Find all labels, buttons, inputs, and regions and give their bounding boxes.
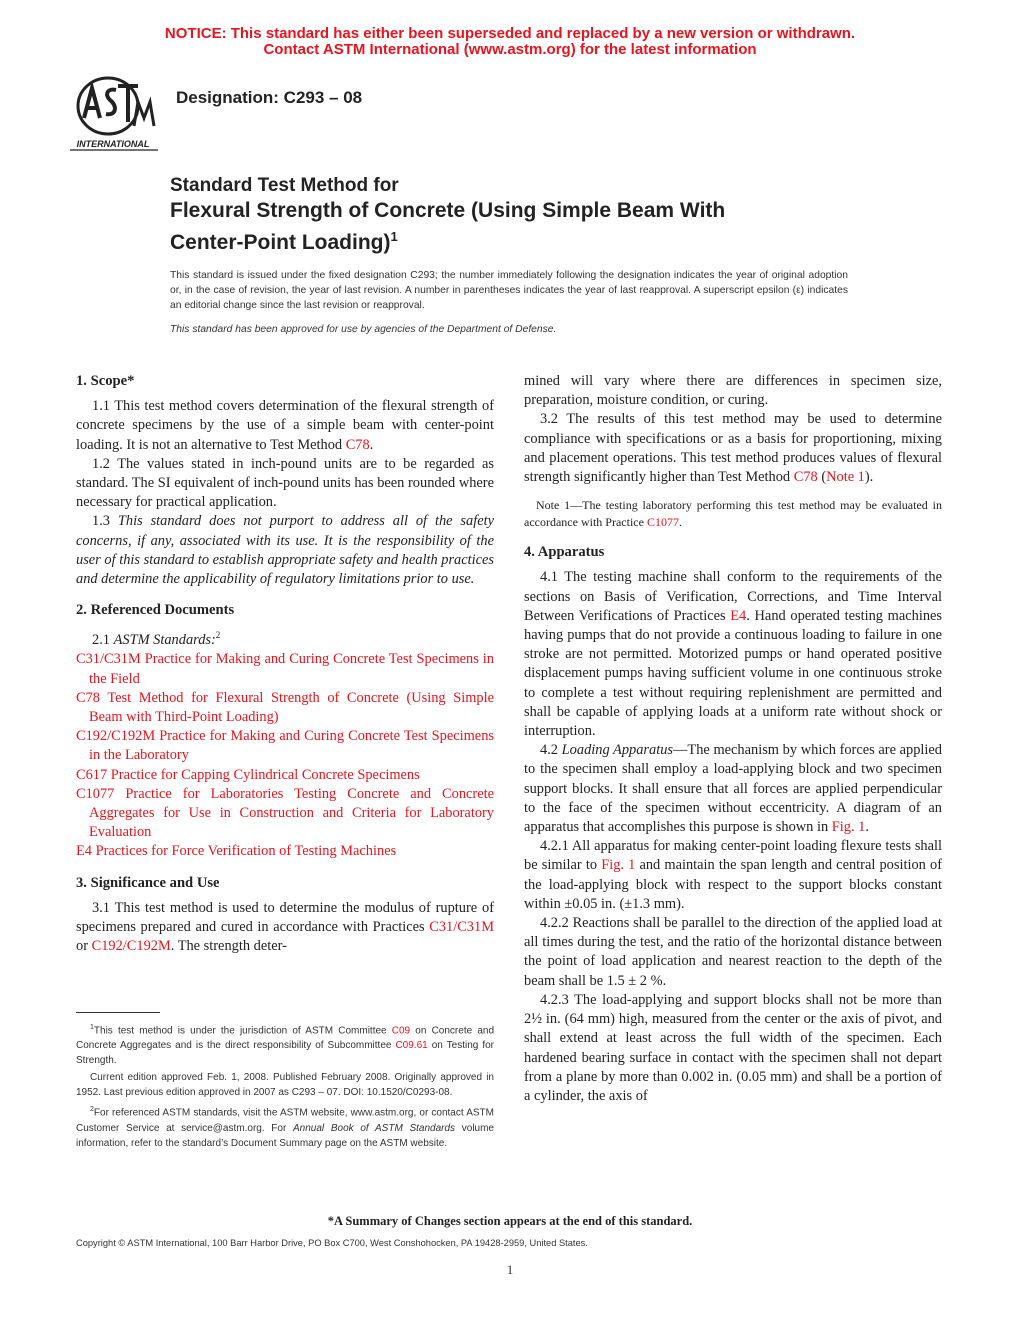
ref-item[interactable]: E4 Practices for Force Verification of Testing Machines [76,843,397,860]
title-line-3: Center-Point Loading) [170,231,391,254]
page-number: 1 [506,1262,514,1277]
section-4-heading: 4. Apparatus [524,544,605,561]
notice-line-1: NOTICE: This standard has either been superseded and replaced by a new version or withdrawn. [164,25,856,42]
footnote-2: $^2$For referenced ASTM standards, visit the ASTM website, www.astm.org, or contact ASTM Customer Service at service@astm.org. For Annual Book of ASTM Standards volume information, refer to the standard’s Document Summary page on the ASTM website. [76,1106,494,1149]
footnote-edition: Current edition approved Feb. 1, 2008. Published February 2008. Originally approved in 1952. Last previous edition approved in 2007 as C293 – 07. DOI: 10.1520/C0293-08. [76,1072,494,1099]
title-footnote-marker: 1 [390,229,398,244]
preamble-text: This standard is issued under the fixed designation C293; the number immediately following the designation indicates the year of original adoption or, in the case of revision, the year of last revision. A number in parentheses indicates the year of last reapproval. A superscript epsilon (ε) indicates an editorial change since the last revision or reapproval. [170,270,848,311]
para-1-1: 1.1 This test method covers determination of the flexural strength of concrete specimens by the use of a simple beam with center-point loading. It is not an alternative to Test Method C78. [76,398,494,453]
para-2-1: 2.1 ASTM Standards:$^2$ [92,630,221,649]
document-title [170,174,725,256]
ref-link-c09[interactable]: C09 [391,1025,411,1037]
right-column [524,372,942,1106]
para-3-1-continued: mined will vary where there are differences in specimen size, preparation, moisture condition, or curing. [524,373,942,409]
para-3-2: 3.2 The results of this test method may be used to determine compliance with specifications or as a basis for proportioning, mixing and placement operations. This test method produces values of flexural strength significantly higher than Test Method C78 (Note 1). [524,411,942,486]
footnote-divider [76,1012,160,1013]
para-4-2-1: 4.2.1 All apparatus for making center-point loading flexure tests shall be similar to Fig. 1 and maintain the span length and central position of the load-applying block with respect to the support blocks constant within ±0.05 in. (±1.3 mm). [524,838,942,912]
dod-approval-note: This standard has been approved for use by agencies of the Department of Defense. [170,324,557,335]
para-1-2: 1.2 The values stated in inch-pound units are to be regarded as standard. The SI equivalent of inch-pound units has been rounded where necessary for practical application. [76,455,494,511]
logo-caption: INTERNATIONAL [76,139,150,149]
designation: Designation: C293 – 08 [176,88,363,107]
ref-item[interactable]: C192/C192M Practice for Making and Curing Concrete Test Specimens in the Laboratory [76,728,494,764]
ref-link-c78[interactable]: C78 [345,436,370,453]
section-1-heading: 1. Scope* [76,373,135,389]
ref-link-c0961[interactable]: C09.61 [395,1040,428,1052]
para-4-1: 4.1 The testing machine shall conform to the requirements of the sections on Basis of Verification, Corrections, and Time Interval Between Verifications of Practices E4. Hand operated testing machines having pumps that do not provide a continuous loading to failure in one stroke are not permitted. Motorized pumps or hand operated positive displacement pumps having sufficient volume in one continuous stroke to complete a test without requiring replenishment are permitted and shall be capable of applying loads at a uniform rate without shock or interruption. [524,569,942,740]
para-4-2-2: 4.2.2 Reactions shall be parallel to the direction of the applied load at all times during the test, and the ratio of the horizontal distance between the point of load application and nearest reaction to the depth of the beam shall be 1.5 ± 2 %. [524,915,942,989]
left-column [76,372,494,956]
ref-item[interactable]: C1077 Practice for Laboratories Testing Concrete and Concrete Aggregates for Use in Construction and Criteria for Laboratory Evaluation [76,785,494,841]
supersede-notice [0,26,1020,58]
ref-link-e4[interactable]: E4 [730,607,747,624]
ref-link-c192[interactable]: C192/C192M [91,938,171,955]
ref-link-note-1[interactable]: Note 1 [826,469,865,486]
section-3-heading: 3. Significance and Use [76,874,220,891]
summary-of-changes-note: *A Summary of Changes section appears at the end of this standard. [327,1214,693,1228]
para-4-2: 4.2 Loading Apparatus—The mechanism by which forces are applied to the specimen shall employ a load-applying block and two specimen support blocks. It shall ensure that all forces are applied perpendicular to the face of the specimen without eccentricity. A diagram of an apparatus that accomplishes this purpose is shown in Fig. 1. [524,742,942,836]
ref-item[interactable]: C617 Practice for Capping Cylindrical Concrete Specimens [76,766,420,783]
astm-logo [66,72,162,152]
ref-link-c78[interactable]: C78 [793,469,818,486]
ref-item[interactable]: C31/C31M Practice for Making and Curing Concrete Test Specimens in the Field [76,651,494,687]
para-4-2-3: 4.2.3 The load-applying and support blocks shall not be more than 2½ in. (64 mm) high, measured from the center or the axis of pivot, and shall extend at least across the full width of the specimen. Each hardened bearing surface in contact with the specimen shall not depart from a plane by more than 0.002 in. (0.05 mm) and shall be a portion of a cylinder, the axis of [524,991,942,1104]
footnote-1: $^1$This test method is under the jurisdiction of ASTM Committee C09 on Concrete and Concrete Aggregates and is the direct responsibility of Subcommittee C09.61 on Testing for Strength. [76,1024,495,1067]
title-line-1: Standard Test Method for [170,175,399,196]
footnotes [76,1020,494,1151]
note-1: Note 1—The testing laboratory performing this test method may be evaluated in accordance with Practice C1077. [524,498,942,530]
ref-item[interactable]: C78 Test Method for Flexural Strength of Concrete (Using Simple Beam with Third-Point Loading) [76,689,495,726]
notice-line-2: Contact ASTM International (www.astm.org) for the latest information [263,41,757,58]
section-2-heading: 2. Referenced Documents [76,602,235,619]
ref-link-fig-1[interactable]: Fig. 1 [601,857,636,874]
ref-link-c1077[interactable]: C1077 [646,515,679,530]
ref-link-c31[interactable]: C31/C31M [429,919,494,936]
para-3-1: 3.1 This test method is used to determine the modulus of rupture of specimens prepared and cured in accordance with Practices C31/C31M or C192/C192M. The strength deter- [76,899,494,955]
ref-link-fig-1[interactable]: Fig. 1 [831,819,866,836]
title-line-2: Flexural Strength of Concrete (Using Simple Beam With [170,199,726,222]
copyright-line: Copyright © ASTM International, 100 Barr Harbor Drive, PO Box C700, West Conshohocken, PA 19428-2959, United States. [76,1238,588,1248]
para-1-3: 1.3 This standard does not purport to address all of the safety concerns, if any, associated with its use. It is the responsibility of the user of this standard to establish appropriate safety and health practices and determine the applicability of regulatory limitations prior to use. [76,513,494,588]
